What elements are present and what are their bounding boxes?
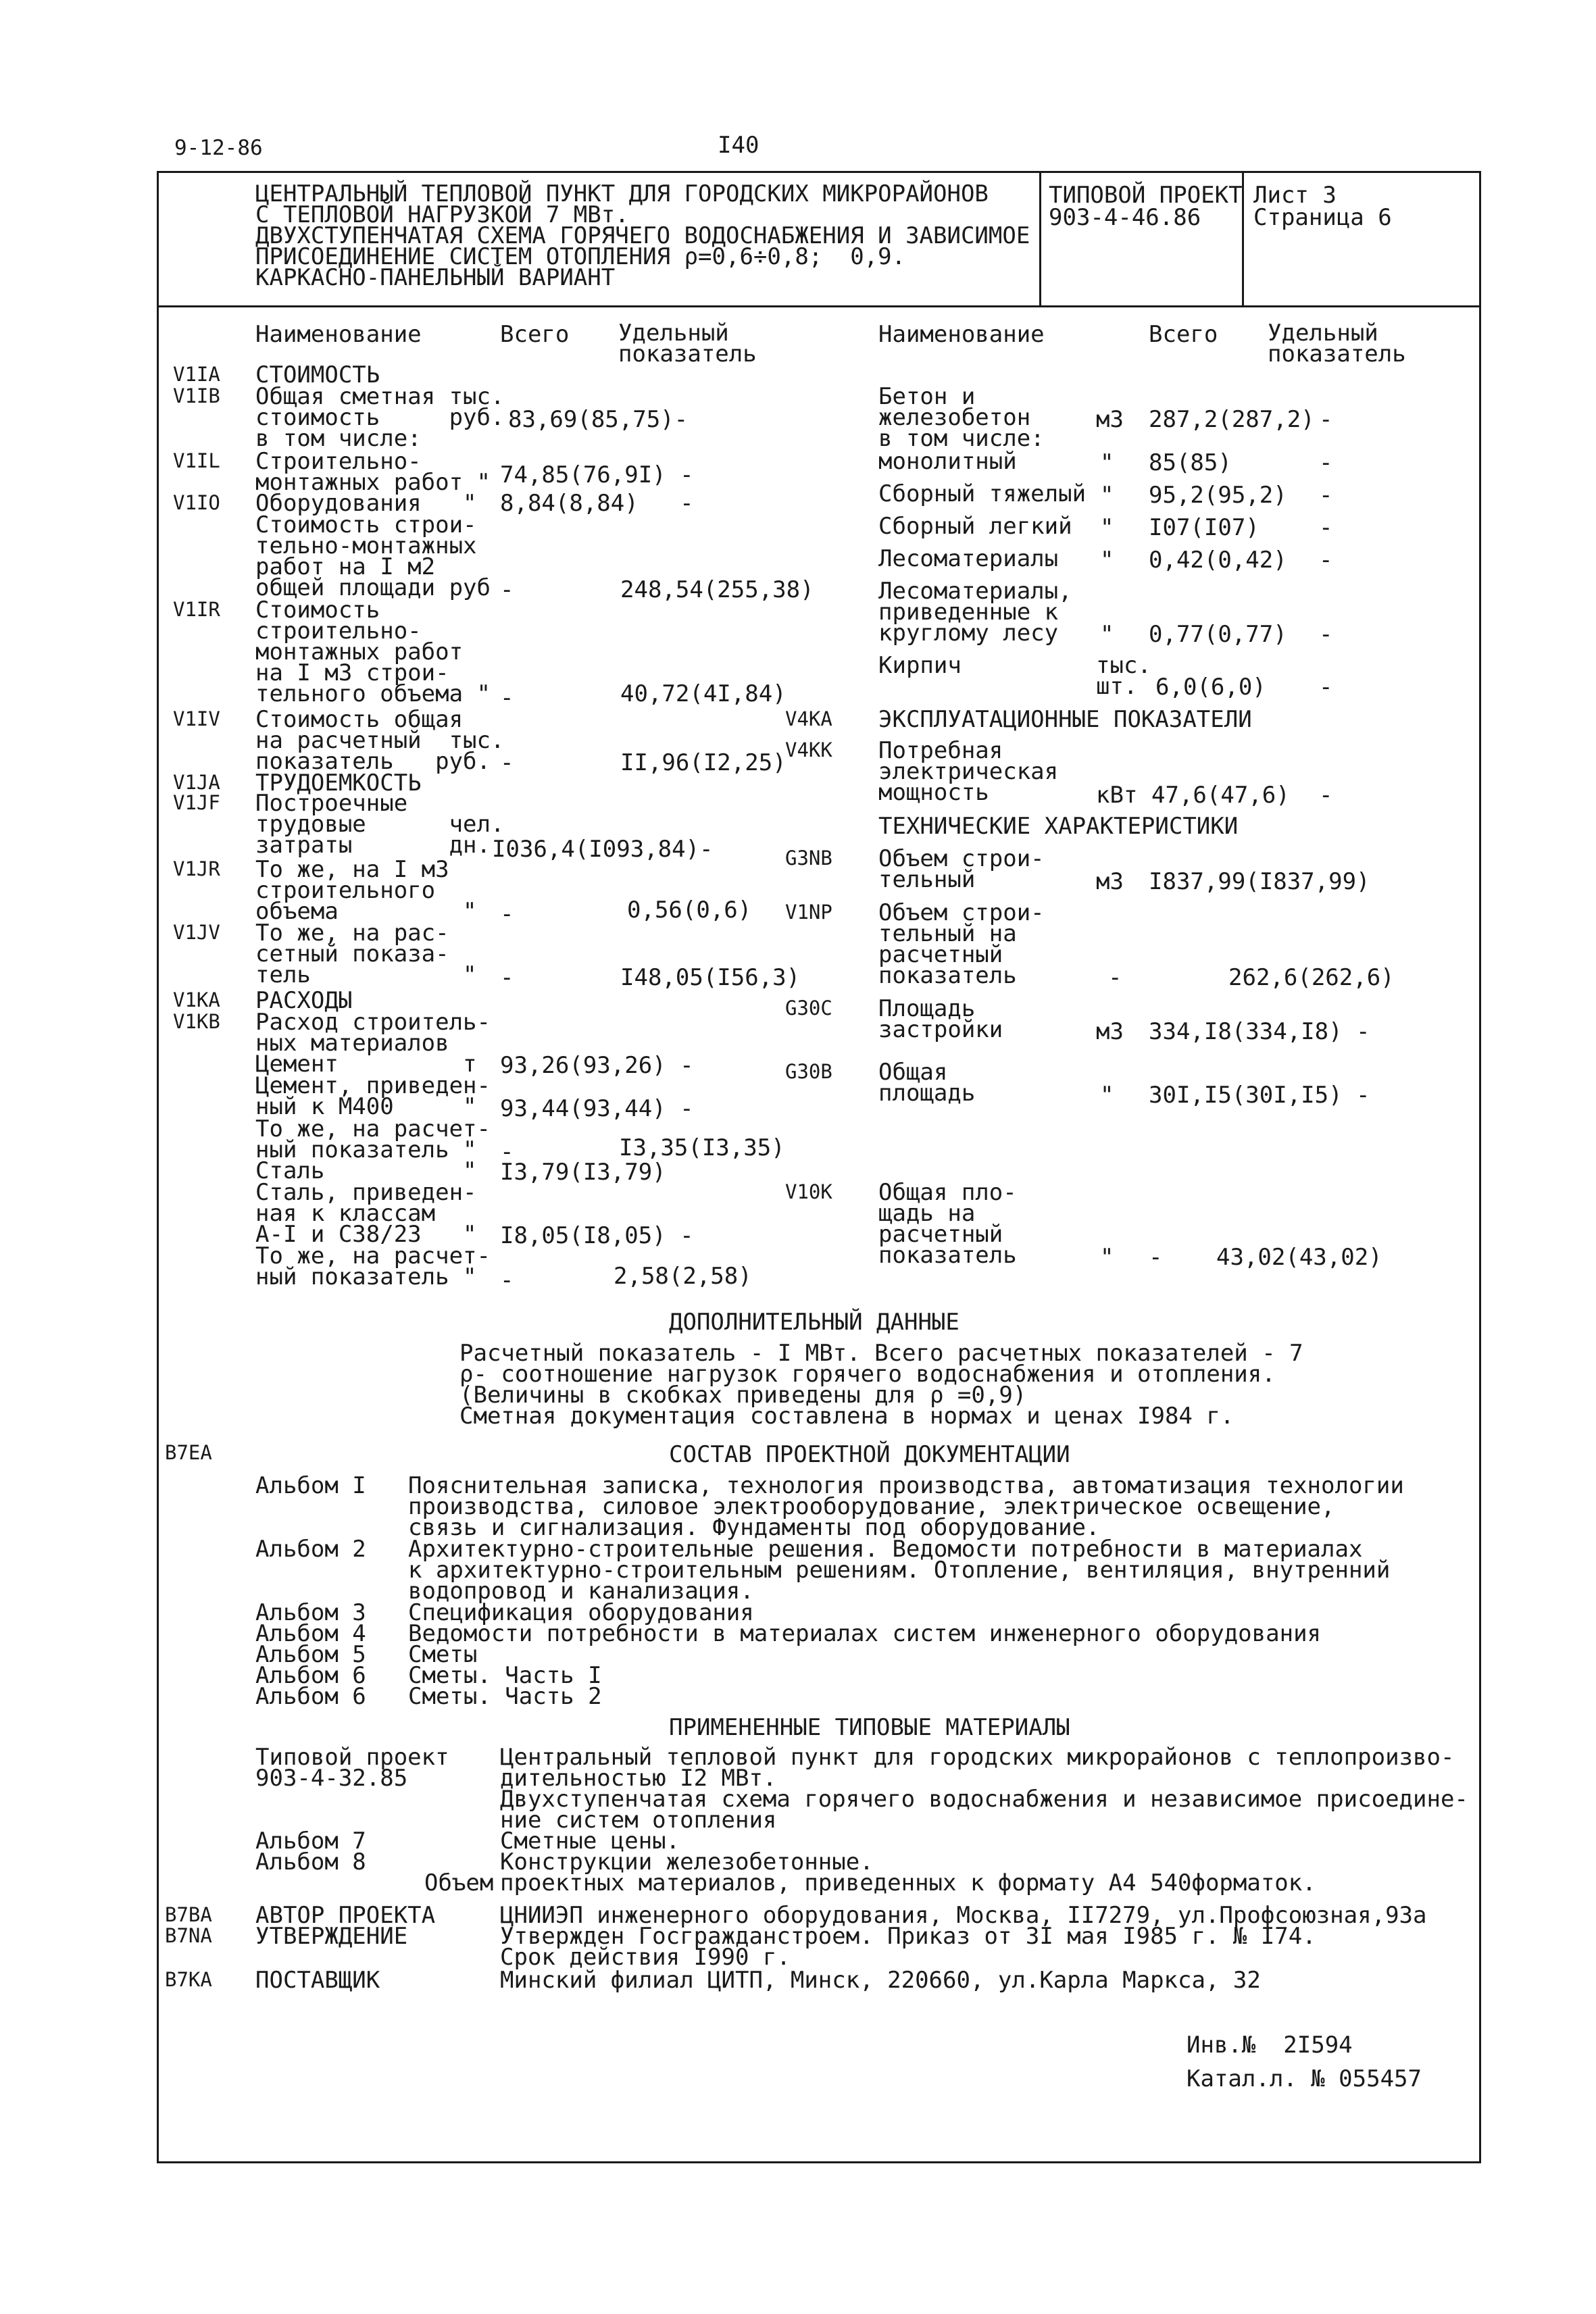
right-row-footprint-unit: м3 [1096, 1018, 1124, 1045]
code-v1ja: V1JA [173, 771, 220, 794]
album-5-label: Альбом 5 [255, 1641, 366, 1668]
right-row-timber-round: Лесоматериалы, приведенные к круглому лесу [878, 578, 1072, 647]
right-row-volume-indicator-unit: - [1108, 964, 1122, 991]
album-3-text: Спецификация оборудования [408, 1599, 754, 1626]
right-row-area-indicator-total: - [1149, 1244, 1163, 1271]
album-6b-text: Сметы. Часть 2 [408, 1683, 602, 1710]
left-row-steel-indicator-specific: 2,58(2,58) [614, 1263, 752, 1290]
materials-album-8-text: Конструкции железобетонные. [500, 1848, 874, 1876]
right-row-volume-indicator: Объем строи- тельный на расчетный показатель [878, 899, 1045, 989]
page-label: Страница 6 [1253, 204, 1392, 231]
header-divider [157, 305, 1481, 307]
right-row-timber-round-specific: - [1319, 621, 1333, 648]
left-row-cost-m3-specific: 40,72(4I,84) [620, 680, 787, 707]
left-row-consumption: РАСХОДЫ [255, 987, 353, 1014]
right-row-precast-light: Сборный легкий [878, 513, 1072, 540]
code-v10k: V10K [785, 1180, 832, 1203]
right-row-precast-heavy: Сборный тяжелый [878, 480, 1087, 507]
left-row-cement: Цемент т [255, 1051, 477, 1078]
additional-line-2: ρ- соотношение нагрузок горячего водоснабжения и отопления. [459, 1361, 1276, 1388]
album-3-label: Альбом 3 [255, 1599, 366, 1626]
title-line-4: ПРИСОЕДИНЕНИЕ СИСТЕМ ОТОПЛЕНИЯ ρ=0,6÷0,8; 0,9. [255, 243, 906, 270]
materials-album-7-label: Альбом 7 [255, 1828, 366, 1855]
materials-album-8-label: Альбом 8 [255, 1848, 366, 1876]
right-row-brick-specific: - [1319, 674, 1333, 701]
right-row-precast-light-total: I07(I07) [1149, 514, 1260, 541]
left-row-construction-total: 74,85(76,9I) - [500, 461, 694, 488]
right-row-timber-unit: " [1100, 547, 1114, 574]
col-name-right: Наименование [878, 321, 1045, 348]
right-row-timber-round-unit: " [1100, 621, 1114, 648]
left-row-steel-classes: Сталь, приведен- ная к классам А-I и С38/23 " [255, 1179, 477, 1248]
materials-project-text: Центральный тепловой пункт для городских микрорайонов с теплопроизво- дительностью I2 МВт. Двухступенчатая схема горячего водоснабжения и независимое присоедине- ние систем отопления [500, 1744, 1468, 1834]
left-row-labor-costs: Построечные трудовые чел. затраты дн. [255, 790, 505, 859]
approval-label: УТВЕРЖДЕНИЕ [255, 1923, 408, 1950]
right-row-monolithic: монолитный [878, 448, 1017, 475]
code-v1il: V1IL [173, 449, 220, 472]
title-line-5: КАРКАСНО-ПАНЕЛЬНЫЙ ВАРИАНТ [255, 264, 616, 291]
title-line-1: ЦЕНТРАЛЬНЫЙ ТЕПЛОВОЙ ПУНКТ ДЛЯ ГОРОДСКИХ МИКРОРАЙОНОВ [255, 180, 989, 207]
additional-line-1: Расчетный показатель - I МВт. Всего расчетных показателей - 7 [459, 1340, 1303, 1367]
materials-album-7-text: Сметные цены. [500, 1828, 680, 1855]
left-row-cement-indicator-total: - [500, 1138, 514, 1165]
project-number: 903-4-46.86 [1049, 204, 1201, 231]
right-row-monolithic-total: 85(85) [1149, 449, 1232, 476]
code-v1jr: V1JR [173, 857, 220, 880]
right-row-concrete-total: 287,2(287,2) [1149, 406, 1315, 433]
left-row-steel: Сталь " [255, 1157, 477, 1184]
right-row-monolithic-specific: - [1319, 449, 1333, 476]
left-row-cost: СТОИМОСТЬ [255, 361, 380, 388]
album-2-label: Альбом 2 [255, 1536, 366, 1563]
right-row-area-indicator-unit: " [1100, 1244, 1114, 1271]
right-row-brick-total: 6,0(6,0) [1155, 674, 1266, 701]
left-row-labor-m3-total: - [500, 901, 514, 928]
additional-line-4: Сметная документация составлена в нормах и ценах I984 г. [459, 1403, 1235, 1430]
left-row-cement-m400: Цемент, приведен- ный к М400 " [255, 1072, 491, 1120]
left-row-equipment: Оборудования " [255, 490, 477, 517]
left-row-labor-indicator-specific: I48,05(I56,3) [620, 964, 801, 991]
title-line-2: С ТЕПЛОВОЙ НАГРУЗКОЙ 7 МВт. [255, 201, 629, 228]
approval-text: Утвержден Госгражданстроем. Приказ от 3I мая I985 г. № I74. Срок действия I990 г. [500, 1923, 1316, 1971]
left-row-labor-indicator-total: - [500, 964, 514, 991]
left-row-cement-total: 93,26(93,26) - [500, 1052, 694, 1079]
code-v1io: V1IO [173, 491, 220, 514]
left-row-cost-indicator-specific: II,96(I2,25) [620, 749, 787, 776]
right-row-timber-round-total: 0,77(0,77) [1149, 621, 1287, 648]
code-g30c: G30C [785, 997, 832, 1020]
album-1-label: Альбом I [255, 1472, 366, 1499]
right-row-precast-heavy-specific: - [1319, 482, 1333, 509]
code-b7ea: B7EA [165, 1441, 212, 1464]
code-v1ir: V1IR [173, 598, 220, 621]
left-row-cost-m2-total: - [500, 576, 514, 603]
left-row-labor-m3-specific: 0,56(0,6) [627, 897, 752, 924]
right-row-concrete-unit: м3 [1096, 406, 1124, 433]
left-row-cement-m400-total: 93,44(93,44) - [500, 1095, 694, 1122]
right-row-power-unit: кВт [1096, 782, 1138, 809]
col-total-left: Всего [500, 321, 570, 348]
right-row-concrete-specific: - [1319, 406, 1333, 433]
code-b7ka: B7KA [165, 1968, 212, 1991]
left-row-steel-indicator-total: - [500, 1267, 514, 1294]
author-label: АВТОР ПРОЕКТА [255, 1902, 436, 1929]
col-specific-right: Удельный показатель [1268, 320, 1406, 368]
right-row-area: Общая площадь [878, 1059, 976, 1107]
album-2-text: Архитектурно-строительные решения. Ведомости потребности в материалах к архитектурно-строительным решениям. Отопление, вентиляция, внутренний водопровод и канализация. [408, 1536, 1391, 1605]
code-g30b: G30B [785, 1060, 832, 1083]
left-row-construction: Строительно- монтажных работ " [255, 448, 491, 496]
code-v1ka: V1KA [173, 988, 220, 1011]
right-row-precast-light-specific: - [1319, 514, 1333, 541]
sheet-number: Лист 3 [1253, 182, 1337, 209]
left-row-total-cost: Общая сметная тыс. стоимость руб. в том числе: [255, 383, 505, 452]
col-name-left: Наименование [255, 321, 422, 348]
code-v1jv: V1JV [173, 921, 220, 944]
code-g3nb: G3NB [785, 847, 832, 870]
inventory-number: Инв.№ 2I594 [1187, 2032, 1353, 2059]
code-v1iv: V1IV [173, 707, 220, 730]
left-row-cost-m2: Стоимость строи- тельно-монтажных работ на I м2 общей площади руб [255, 511, 491, 601]
right-row-area-indicator-specific: 43,02(43,02) [1216, 1244, 1382, 1271]
left-row-labor-m3: То же, на I м3 строительного объема " [255, 856, 477, 925]
right-row-concrete: Бетон и железобетон в том числе: [878, 383, 1045, 452]
left-row-cost-m3-total: - [500, 684, 514, 711]
right-row-area-total: 30I,I5(30I,I5) - [1149, 1082, 1370, 1109]
code-v1np: V1NP [785, 901, 832, 924]
right-row-timber-specific: - [1319, 547, 1333, 574]
album-1-text: Пояснительная записка, технология производства, автоматизация технологии производства, силовое электрооборудование, электрическое освещение, связь и сигнализация. Фундаменты под оборудование. [408, 1472, 1404, 1541]
header-vline-1 [1039, 171, 1041, 305]
left-row-cost-indicator: Стоимость общая на расчетный тыс. показатель руб. [255, 706, 505, 775]
author-text: ЦНИИЭП инженерного оборудования, Москва, II7279, ул.Профсоюзная,93а [500, 1902, 1427, 1929]
supplier-label: ПОСТАВЩИК [255, 1967, 380, 1994]
right-row-volume-total: I837,99(I837,99) [1149, 868, 1370, 895]
right-row-power: Потребная электрическая мощность [878, 737, 1059, 806]
right-row-timber: Лесоматериалы [878, 545, 1059, 572]
code-v4ka: V4KA [785, 707, 832, 730]
left-row-labor-indicator: То же, на рас- сетный показа- тель " [255, 920, 477, 988]
right-row-power-total: 47,6(47,6) [1151, 782, 1290, 809]
right-row-volume-indicator-specific: 262,6(262,6) [1228, 964, 1395, 991]
album-5-text: Сметы [408, 1641, 478, 1668]
left-row-cement-indicator-specific: I3,35(I3,35) [619, 1134, 785, 1161]
materials-project-label: Типовой проект 903-4-32.85 [255, 1744, 449, 1792]
left-row-steel-indicator: То же, на расчет- ный показатель " [255, 1242, 491, 1290]
right-row-footprint: Площадь застройки [878, 995, 1003, 1043]
right-row-brick-unit: тыс. шт. [1096, 652, 1151, 700]
right-row-area-unit: " [1100, 1082, 1114, 1109]
right-heading-technical: ТЕХНИЧЕСКИЕ ХАРАКТЕРИСТИКИ [878, 813, 1239, 840]
code-v1kb: V1KB [173, 1010, 220, 1033]
left-row-cost-m2-specific: 248,54(255,38) [620, 576, 814, 603]
album-6a-text: Сметы. Часть I [408, 1662, 602, 1689]
code-v1ib: V1IB [173, 384, 220, 407]
album-6a-label: Альбом 6 [255, 1662, 366, 1689]
materials-volume-text: проектных материалов, приведенных к формату А4 540форматок. [500, 1869, 1316, 1896]
right-heading-operational: ЭКСПЛУАТАЦИОННЫЕ ПОКАЗАТЕЛИ [878, 706, 1252, 733]
left-row-steel-classes-total: I8,05(I8,05) - [500, 1222, 694, 1249]
right-row-brick: Кирпич [878, 652, 962, 679]
left-row-cement-indicator: То же, на расчет- ный показатель " [255, 1115, 491, 1163]
code-b7ba: B7BA [165, 1903, 212, 1926]
materials-heading: ПРИМЕНЕННЫЕ ТИПОВЫЕ МАТЕРИАЛЫ [669, 1714, 1070, 1741]
col-specific-left: Удельный показатель [618, 320, 757, 368]
additional-line-3: (Величины в скобках приведены для ρ =0,9) [459, 1382, 1027, 1409]
project-label: ТИПОВОЙ ПРОЕКТ [1049, 182, 1243, 209]
col-total-right: Всего [1149, 321, 1218, 348]
album-4-label: Альбом 4 [255, 1620, 366, 1647]
code-b7na: B7NA [165, 1924, 212, 1947]
left-row-cost-m3: Стоимость строительно- монтажных работ на I м3 строи- тельного объема " [255, 597, 491, 707]
code-v4kk: V4KK [785, 738, 832, 761]
right-row-area-indicator: Общая пло- щадь на расчетный показатель [878, 1179, 1017, 1269]
right-row-monolithic-unit: " [1100, 449, 1114, 476]
left-row-materials: Расход строитель- ных материалов [255, 1009, 491, 1057]
album-4-text: Ведомости потребности в материалах систем инженерного оборудования [408, 1620, 1322, 1647]
page-number: I40 [718, 132, 759, 159]
left-row-labor: ТРУДОЕМКОСТЬ [255, 770, 422, 797]
right-row-volume-unit: м3 [1096, 868, 1124, 895]
right-row-power-specific: - [1319, 782, 1333, 809]
left-row-steel-total: I3,79(I3,79) [500, 1159, 666, 1186]
left-row-total-cost-total: 83,69(85,75)- [508, 406, 689, 433]
materials-volume-label: Объем [424, 1869, 494, 1896]
left-row-equipment-total: 8,84(8,84) - [500, 490, 694, 517]
album-6b-label: Альбом 6 [255, 1683, 366, 1710]
additional-heading: ДОПОЛНИТЕЛЬНЫЙ ДАННЫЕ [669, 1309, 959, 1336]
composition-heading: СОСТАВ ПРОЕКТНОЙ ДОКУМЕНТАЦИИ [669, 1441, 1070, 1468]
right-row-timber-total: 0,42(0,42) [1149, 547, 1287, 574]
catalog-number: Катал.л. № 055457 [1187, 2065, 1422, 2092]
title-line-3: ДВУХСТУПЕНЧАТАЯ СХЕМА ГОРЯЧЕГО ВОДОСНАБЖЕНИЯ И ЗАВИСИМОЕ [255, 222, 1030, 249]
left-row-labor-costs-total: I036,4(I093,84)- [492, 836, 714, 863]
code-v1jf: V1JF [173, 791, 220, 814]
page-date: 9-12-86 [174, 136, 263, 160]
right-row-precast-light-unit: " [1100, 514, 1114, 541]
right-row-precast-heavy-unit: " [1100, 482, 1114, 509]
left-row-cost-indicator-total: - [500, 749, 514, 776]
supplier-text: Минский филиал ЦИТП, Минск, 220660, ул.Карла Маркса, 32 [500, 1967, 1261, 1994]
right-row-precast-heavy-total: 95,2(95,2) [1149, 482, 1287, 509]
right-row-footprint-total: 334,I8(334,I8) - [1149, 1018, 1370, 1045]
code-v1ia: V1IA [173, 363, 220, 386]
right-row-volume: Объем строи- тельный [878, 845, 1045, 893]
